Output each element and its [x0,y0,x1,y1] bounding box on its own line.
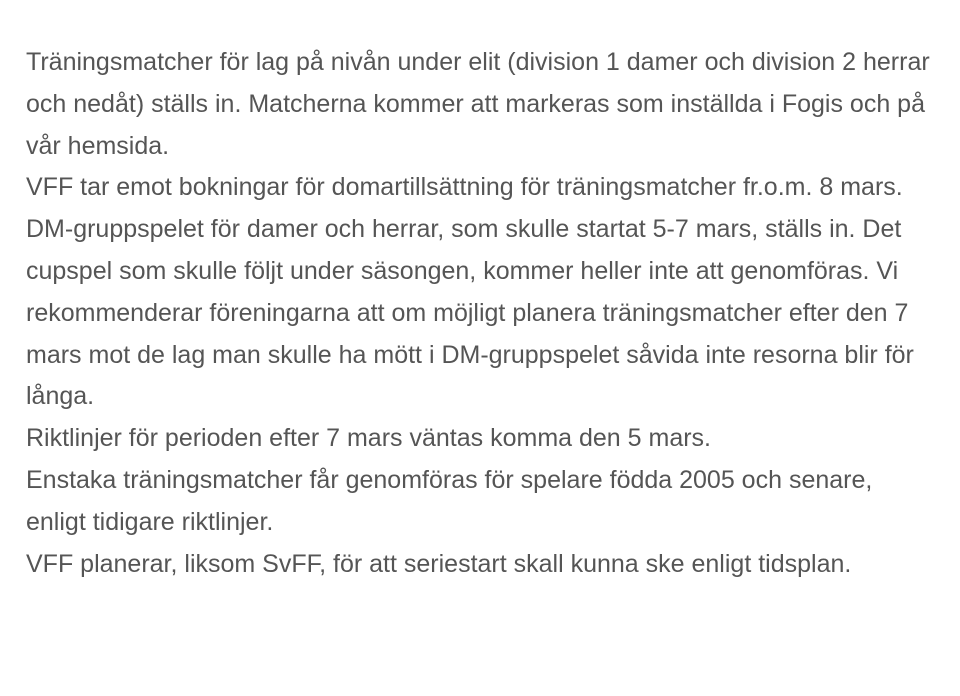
paragraph-referee-bookings: VFF tar emot bokningar för domartillsättning för träningsmatcher fr.o.m. 8 mars. [26,173,903,202]
paragraph-training-matches-cancelled: Träningsmatcher för lag på nivån under elit (division 1 damer och division 2 herrar och nedåt) ställs in. Matcherna kommer att markeras som inställda i Fogis och på vår hemsida. [26,48,930,160]
paragraph-dm-group-play: DM-gruppspelet för damer och herrar, som skulle startat 5-7 mars, ställs in. Det cupspel som skulle följt under säsongen, kommer heller inte att genomföras. Vi rekommenderar föreningarna att om möjligt planera träningsmatcher efter den 7 mars mot de lag man skulle ha mött i DM-gruppspelet såvida inte resorna blir för långa. [26,215,914,411]
paragraph-series-start: VFF planerar, liksom SvFF, för att seriestart skall kunna ske enligt tidsplan. [26,549,852,578]
paragraph-guidelines-after-march: Riktlinjer för perioden efter 7 mars väntas komma den 5 mars. [26,424,711,453]
paragraph-youth-training-matches: Enstaka träningsmatcher får genomföras för spelare födda 2005 och senare, enligt tidigare riktlinjer. [26,465,873,536]
